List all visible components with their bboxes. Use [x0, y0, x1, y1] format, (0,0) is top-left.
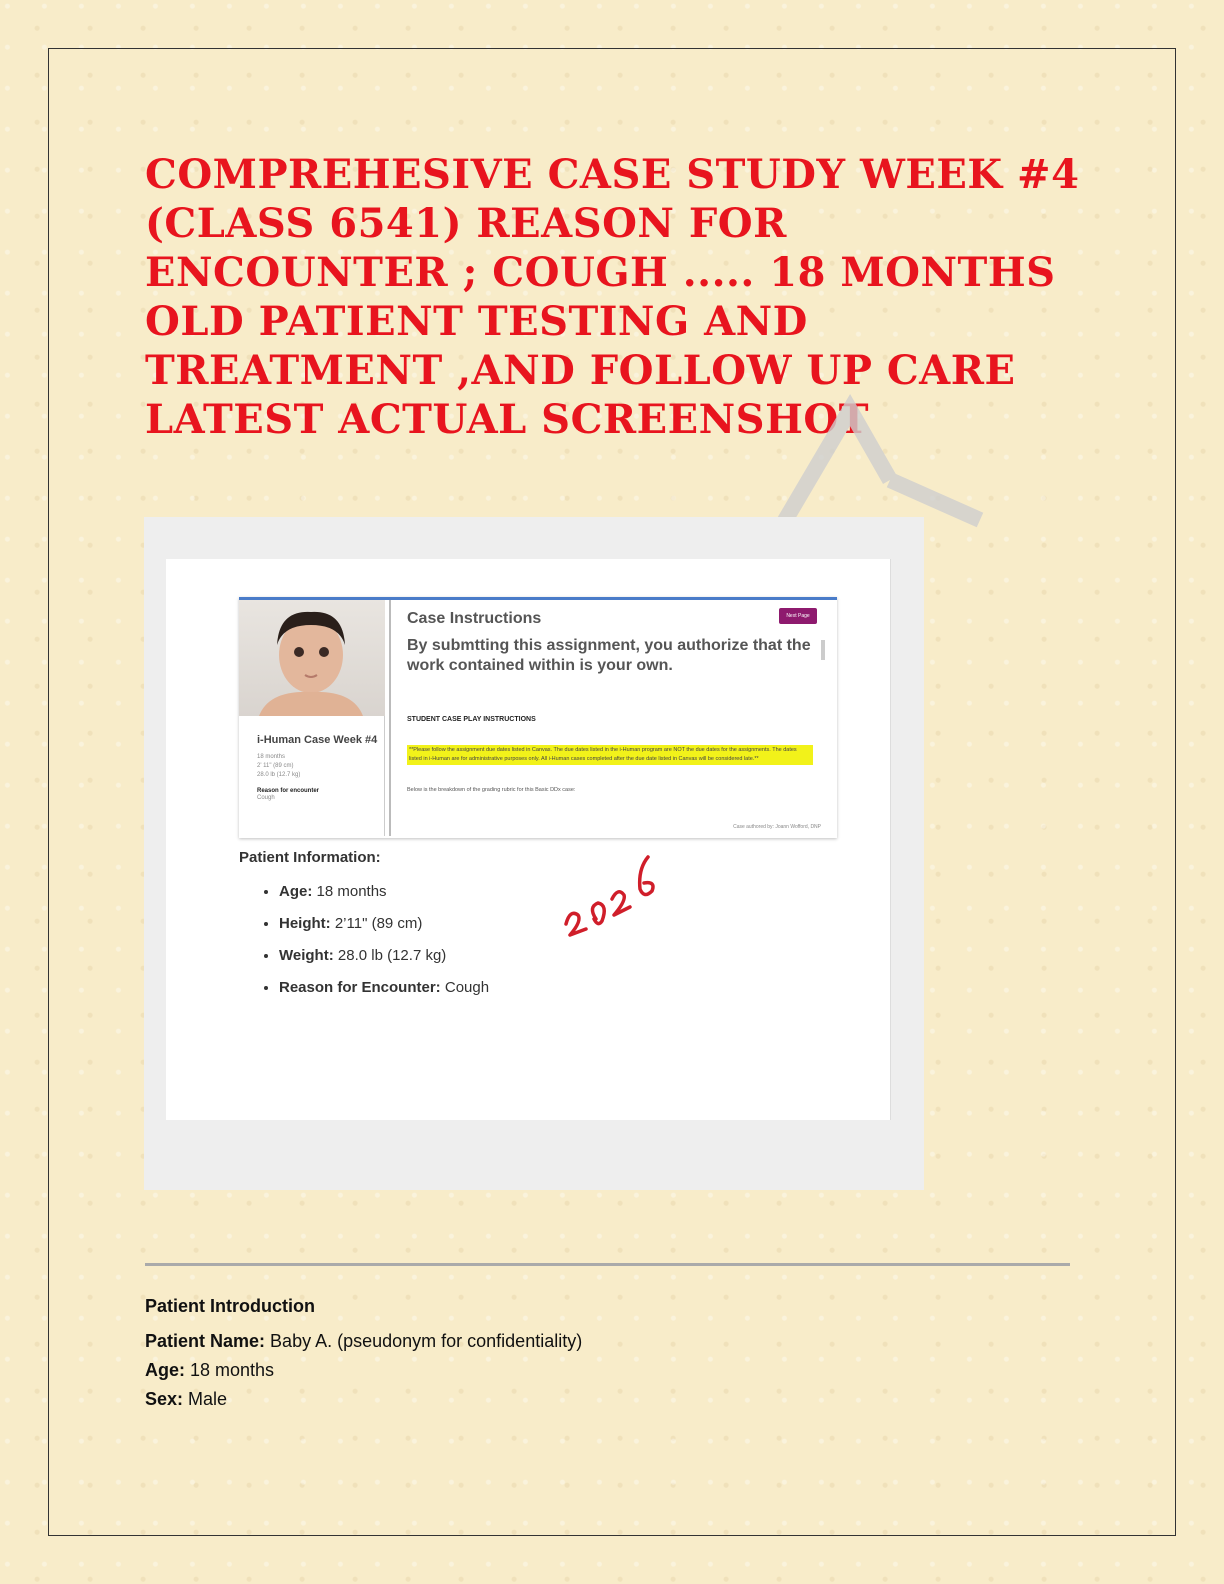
ihuman-panel — [239, 597, 837, 838]
patient-introduction — [145, 1292, 582, 1414]
handwritten-signature — [556, 839, 676, 949]
case-instructions — [389, 600, 829, 836]
list-item: • Weight: 28.0 lb (12.7 kg) — [279, 940, 489, 972]
intro-heading: Patient Introduction — [145, 1296, 315, 1316]
list-item: • Height: 2’11" (89 cm) — [279, 908, 489, 940]
next-page-button[interactable]: Next Page — [779, 608, 817, 624]
list-item: • Age: 18 months — [279, 876, 489, 908]
rubric-breakdown: Below is the breakdown of the grading rubric for this Basic DDx case: — [407, 787, 576, 793]
reason-small: Cough — [257, 795, 275, 801]
sex-line: Sex: Male — [145, 1389, 228, 1409]
case-name: i-Human Case Week #4 — [257, 734, 378, 746]
document-title: COMPREHESIVE CASE STUDY WEEK #4 (CLASS 6541) REASON FOR ENCOUNTER ; COUGH ..... 18 MONTHS OLD PATIENT TESTING AND TREATMENT ,AND FOLLOW UP CARE LATEST ACTUAL SCREENSHOT — [145, 151, 1080, 443]
highlighted-instructions: **Please follow the assignment due dates listed in Canvas. The due dates listed in the i-Human program are NOT the due dates for the assignments. The dates listed in i-Human are for administrative purposes only. All i-Human cases completed after the due date listed in Canvas will be considered late.** — [407, 745, 813, 765]
student-instructions-heading: STUDENT CASE PLAY INSTRUCTIONS — [407, 716, 536, 723]
screenshot-image — [144, 517, 924, 1190]
case-instructions-title: Case Instructions — [407, 610, 542, 627]
scrollbar[interactable] — [821, 640, 825, 660]
patient-info-list — [239, 876, 489, 1004]
divider — [145, 1263, 1070, 1266]
weight-small: 28.0 lb (12.7 kg) — [257, 772, 301, 778]
case-sidebar — [239, 716, 385, 836]
list-item: • Reason for Encounter: Cough — [279, 972, 489, 1004]
patient-avatar — [239, 600, 385, 716]
patient-name-line: Patient Name: Baby A. (pseudonym for confidentiality) — [145, 1331, 583, 1351]
screenshot-content — [166, 559, 891, 1120]
patient-information — [239, 849, 489, 1004]
reason-label-small: Reason for encounter — [257, 788, 320, 794]
height-small: 2' 11" (89 cm) — [257, 763, 294, 769]
age-line: Age: 18 months — [145, 1360, 275, 1380]
patient-info-heading: Patient Information: — [239, 849, 381, 866]
authorization-text: By submtting this assignment, you authorize that the work contained within is your own. — [407, 637, 811, 674]
authored-by: Case authored by: Joann Wofford, DNP — [733, 824, 821, 830]
age-small: 18 months — [257, 754, 286, 760]
